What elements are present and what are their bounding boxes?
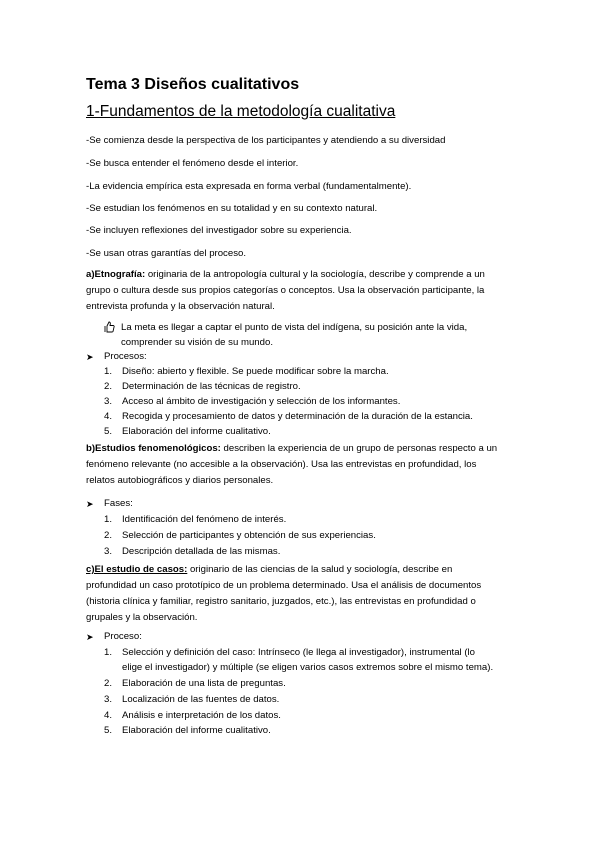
procesos-list bbox=[86, 350, 526, 439]
paragraph-text: grupales y la observación. bbox=[86, 611, 198, 623]
list-item-text: Acceso al ámbito de investigación y selección de los informantes. bbox=[122, 395, 401, 407]
list-item-text: Diseño: abierto y flexible. Se puede modificar sobre la marcha. bbox=[122, 365, 389, 377]
list-item-text: Elaboración del informe cualitativo. bbox=[122, 725, 271, 737]
paragraph-text: originaria de la antropología cultural y la sociología, describe y comprende a un bbox=[145, 269, 485, 280]
thumbs-up-bullet-icon bbox=[103, 321, 115, 333]
list-item-text: Localización de las fuentes de datos. bbox=[122, 693, 280, 705]
list-item-text: Identificación del fenómeno de interés. bbox=[122, 513, 287, 525]
paragraph-text: entrevista profunda y la observación natural. bbox=[86, 300, 275, 312]
list-item-text: elige el investigador) y múltiple (se eligen varios casos extremos sobre el mismo tema). bbox=[122, 661, 494, 673]
intro-line: -Se busca entender el fenómeno desde el interior. bbox=[86, 158, 299, 169]
list-item: 5. Elaboración del informe cualitativo. bbox=[86, 425, 526, 440]
proceso-list bbox=[86, 630, 526, 739]
list-item: 3. Acceso al ámbito de investigación y selección de los informantes. bbox=[86, 395, 526, 410]
etnografia-label: a)Etnografía: bbox=[86, 269, 146, 280]
list-item-text: Selección de participantes y obtención de sus experiencias. bbox=[122, 529, 376, 541]
paragraph-text: profundidad un caso prototípico de un problema determinado. Usa el análisis de documentos bbox=[86, 579, 482, 591]
list-item-text: Elaboración de una lista de preguntas. bbox=[122, 677, 286, 689]
etnografia-paragraph bbox=[86, 267, 516, 315]
list-item: 1. Selección y definición del caso: Intrínseco (le llega al investigador), instrumental (lo bbox=[86, 646, 526, 661]
page-title: Tema 3 Diseños cualitativos bbox=[86, 76, 300, 93]
intro-line: -Se estudian los fenómenos en su totalidad y en su contexto natural. bbox=[86, 203, 378, 214]
bullet-text: La meta es llegar a captar el punto de vista del indígena, su posición ante la vida, bbox=[121, 322, 468, 333]
list-item: 4. Recogida y procesamiento de datos y determinación de la duración de la estancia. bbox=[86, 410, 526, 425]
intro-line: -Se usan otras garantías del proceso. bbox=[86, 248, 246, 259]
list-heading: Procesos: bbox=[104, 351, 147, 362]
list-heading: Proceso: bbox=[104, 631, 142, 642]
list-item bbox=[86, 630, 526, 645]
list-item bbox=[86, 497, 526, 512]
list-item-text: Análisis e interpretación de los datos. bbox=[122, 709, 281, 721]
fenomenologicos-paragraph bbox=[86, 441, 516, 489]
list-item-continuation bbox=[86, 661, 526, 676]
list-item-text: Descripción detallada de las mismas. bbox=[122, 545, 281, 557]
paragraph-text: fenómeno relevante (no accesible a la observación). Usa las entrevistas en profundidad, los bbox=[86, 458, 477, 470]
meta-bullet bbox=[103, 320, 467, 350]
list-item: 4. Análisis e interpretación de los datos. bbox=[86, 709, 526, 724]
paragraph-text: originario de las ciencias de la salud y sociología, describe en bbox=[187, 564, 453, 575]
list-item-text: Elaboración del informe cualitativo. bbox=[122, 425, 271, 437]
list-item-text: Recogida y procesamiento de datos y determinación de la duración de la estancia. bbox=[122, 410, 473, 422]
list-item bbox=[86, 350, 526, 365]
section-heading: 1-Fundamentos de la metodología cualitativa bbox=[86, 103, 396, 120]
list-heading: Fases: bbox=[104, 498, 133, 509]
paragraph-text: relatos autobiográficos y diarios personales. bbox=[86, 474, 274, 486]
list-item: 1. Diseño: abierto y flexible. Se puede modificar sobre la marcha. bbox=[86, 365, 526, 380]
fases-list bbox=[86, 497, 526, 560]
list-item-text: Determinación de las técnicas de registro. bbox=[122, 380, 301, 392]
paragraph-text: grupo o cultura desde sus propios categorías o conceptos. Usa la observación participante, la bbox=[86, 284, 485, 296]
list-item: 3. Descripción detallada de las mismas. bbox=[86, 545, 526, 560]
arrowhead-bullet-icon: ➤ bbox=[86, 499, 94, 509]
list-item: 2. Elaboración de una lista de preguntas. bbox=[86, 677, 526, 692]
casos-paragraph bbox=[86, 562, 516, 626]
intro-line: -Se incluyen reflexiones del investigador sobre su experiencia. bbox=[86, 225, 352, 236]
intro-line: -Se comienza desde la perspectiva de los participantes y atendiendo a su diversidad bbox=[86, 135, 446, 146]
intro-line: -La evidencia empírica esta expresada en forma verbal (fundamentalmente). bbox=[86, 181, 412, 192]
casos-label: c)El estudio de casos: bbox=[86, 564, 188, 575]
list-item: 2. Selección de participantes y obtención de sus experiencias. bbox=[86, 529, 526, 544]
list-item: 3. Localización de las fuentes de datos. bbox=[86, 693, 526, 708]
list-item: 5. Elaboración del informe cualitativo. bbox=[86, 724, 526, 739]
fenomenologicos-label: b)Estudios fenomenológicos: bbox=[86, 443, 221, 454]
arrowhead-bullet-icon: ➤ bbox=[86, 632, 94, 642]
paragraph-text: describen la experiencia de un grupo de personas respecto a un bbox=[220, 443, 498, 454]
list-item-text: Selección y definición del caso: Intrínseco (le llega al investigador), instrumental (lo bbox=[122, 646, 476, 658]
list-item: 2. Determinación de las técnicas de registro. bbox=[86, 380, 526, 395]
paragraph-text: (historia clínica y familiar, registro sanitario, juzgados, etc.), las entrevistas en profundidad o bbox=[86, 595, 476, 607]
bullet-text: comprender su visión de su mundo. bbox=[121, 337, 273, 348]
arrowhead-bullet-icon: ➤ bbox=[86, 352, 94, 362]
list-item: 1. Identificación del fenómeno de interés. bbox=[86, 513, 526, 528]
